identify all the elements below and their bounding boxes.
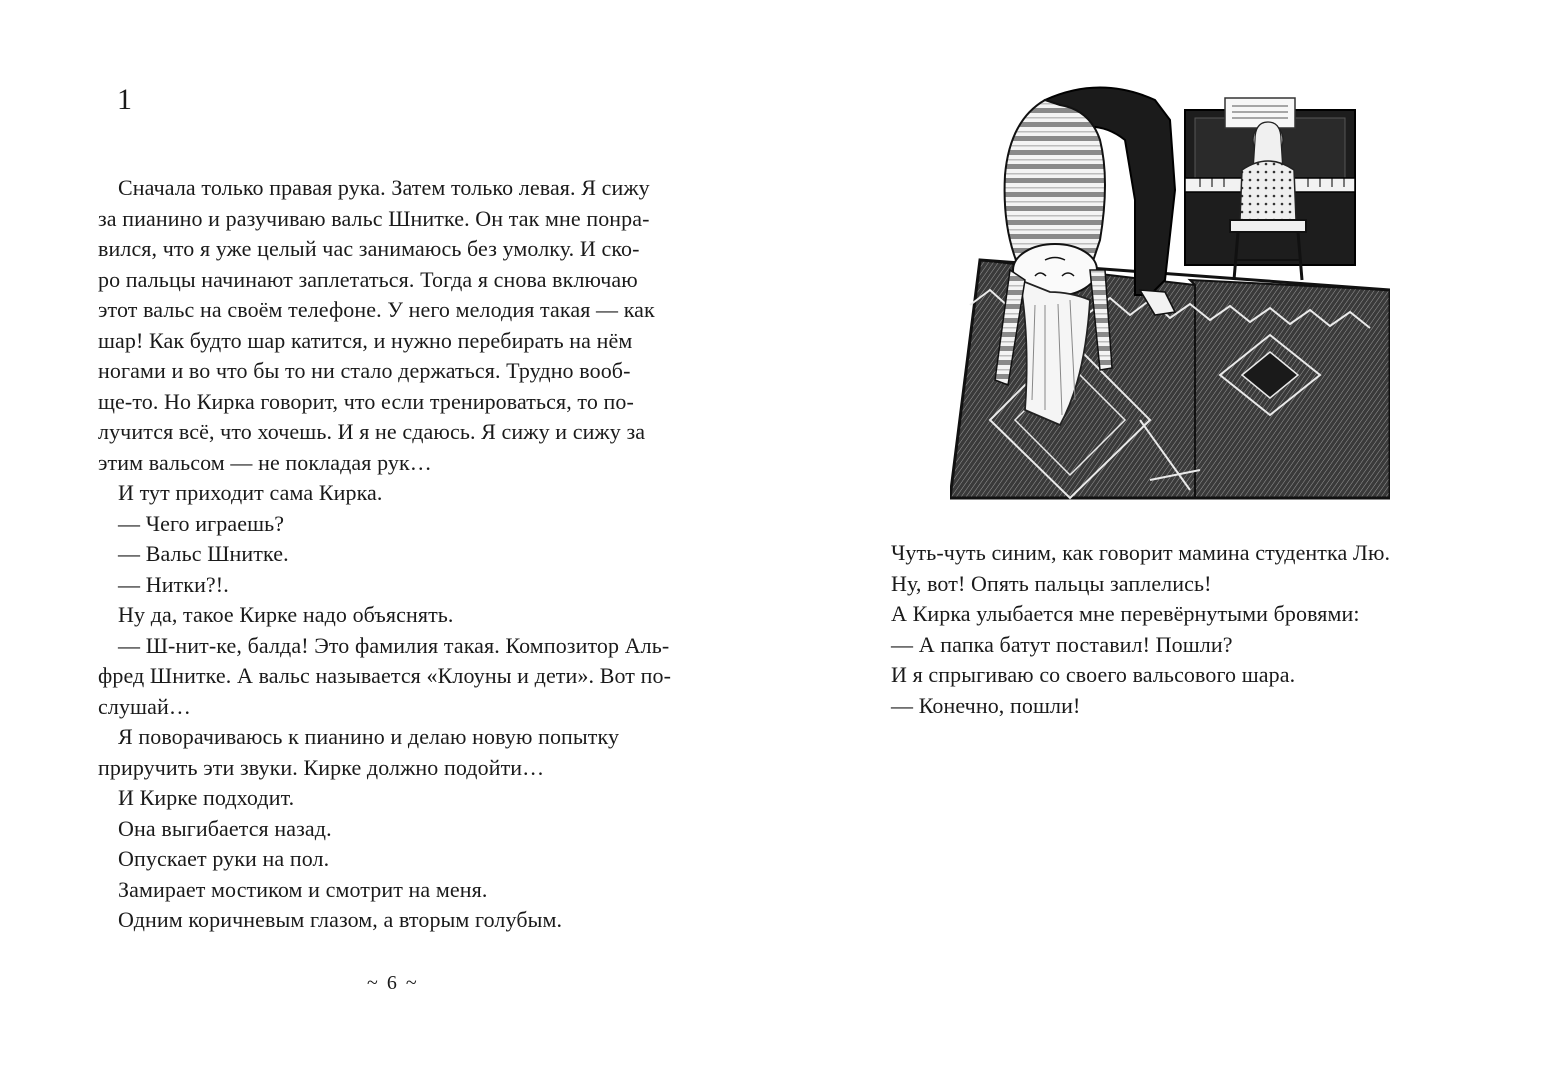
text-line: Ну, вот! Опять пальцы заплелись! [891, 570, 1212, 596]
text-line: Сначала только правая рука. Затем только левая. Я сижу [118, 175, 650, 200]
text-line: ще-то. Но Кирка говорит, что если тренироваться, то по- [98, 388, 634, 414]
text-line: — Чего играешь? [118, 510, 285, 536]
text-line: Она выгибается назад. [118, 815, 332, 841]
text-line: Опускает руки на пол. [118, 846, 330, 871]
text-line: — Нитки?!. [118, 571, 229, 597]
text-line: вился, что я уже целый час занимаюсь без умолку. И ско- [98, 236, 640, 261]
text-line: ро пальцы начинают заплетаться. Тогда я снова включаю [98, 266, 638, 292]
text-line: шар! Как будто шар катится, и нужно перебирать на нём [98, 327, 633, 353]
text-line: И я спрыгиваю со своего вальсового шара. [891, 662, 1296, 687]
text-line: приручить эти звуки. Кирке должно подойти… [98, 754, 545, 780]
text-line: Ну да, такое Кирке надо объяснять. [118, 602, 454, 627]
page-number: ~ 6 ~ [367, 972, 419, 994]
text-line: Замирает мостиком и смотрит на меня. [118, 876, 488, 902]
chapter-number: 1 [117, 83, 132, 116]
left-page-text [98, 173, 708, 936]
left-page [0, 0, 783, 1080]
text-line: — А папка батут поставил! Пошли? [891, 631, 1233, 657]
text-line: фред Шнитке. А вальс называется «Клоуны и дети». Вот по- [98, 663, 671, 688]
text-line: — Ш-нит-ке, балда! Это фамилия такая. Композитор Аль- [118, 632, 670, 658]
text-line: — Конечно, пошли! [891, 692, 1081, 718]
text-line: Я поворачиваюсь к пианино и делаю новую попытку [118, 724, 620, 749]
text-line: этот вальс на своём телефоне. У него мелодия такая — как [98, 297, 655, 322]
text-line: А Кирка улыбается мне перевёрнутыми бровями: [891, 601, 1360, 626]
text-line: — Вальс Шнитке. [118, 541, 289, 566]
right-page-text [891, 538, 1471, 721]
text-line: И Кирке подходит. [118, 785, 295, 810]
text-line: Одним коричневым глазом, а вторым голубым. [118, 907, 563, 932]
text-line: за пианино и разучиваю вальс Шнитке. Он так мне понра- [98, 205, 650, 231]
text-line: И тут приходит сама Кирка. [118, 480, 383, 505]
text-line: лучится всё, что хочешь. И я не сдаюсь. Я сижу и сижу за [98, 419, 646, 444]
text-line: ногами и во что бы то ни стало держаться. Трудно вооб- [98, 358, 631, 383]
text-line: этим вальсом — не покладая рук… [98, 449, 432, 475]
girl-backbend-piano-illustration-icon [950, 80, 1390, 502]
text-line: слушай… [98, 693, 191, 719]
text-line: Чуть-чуть синим, как говорит мамина студентка Лю. [891, 540, 1391, 565]
